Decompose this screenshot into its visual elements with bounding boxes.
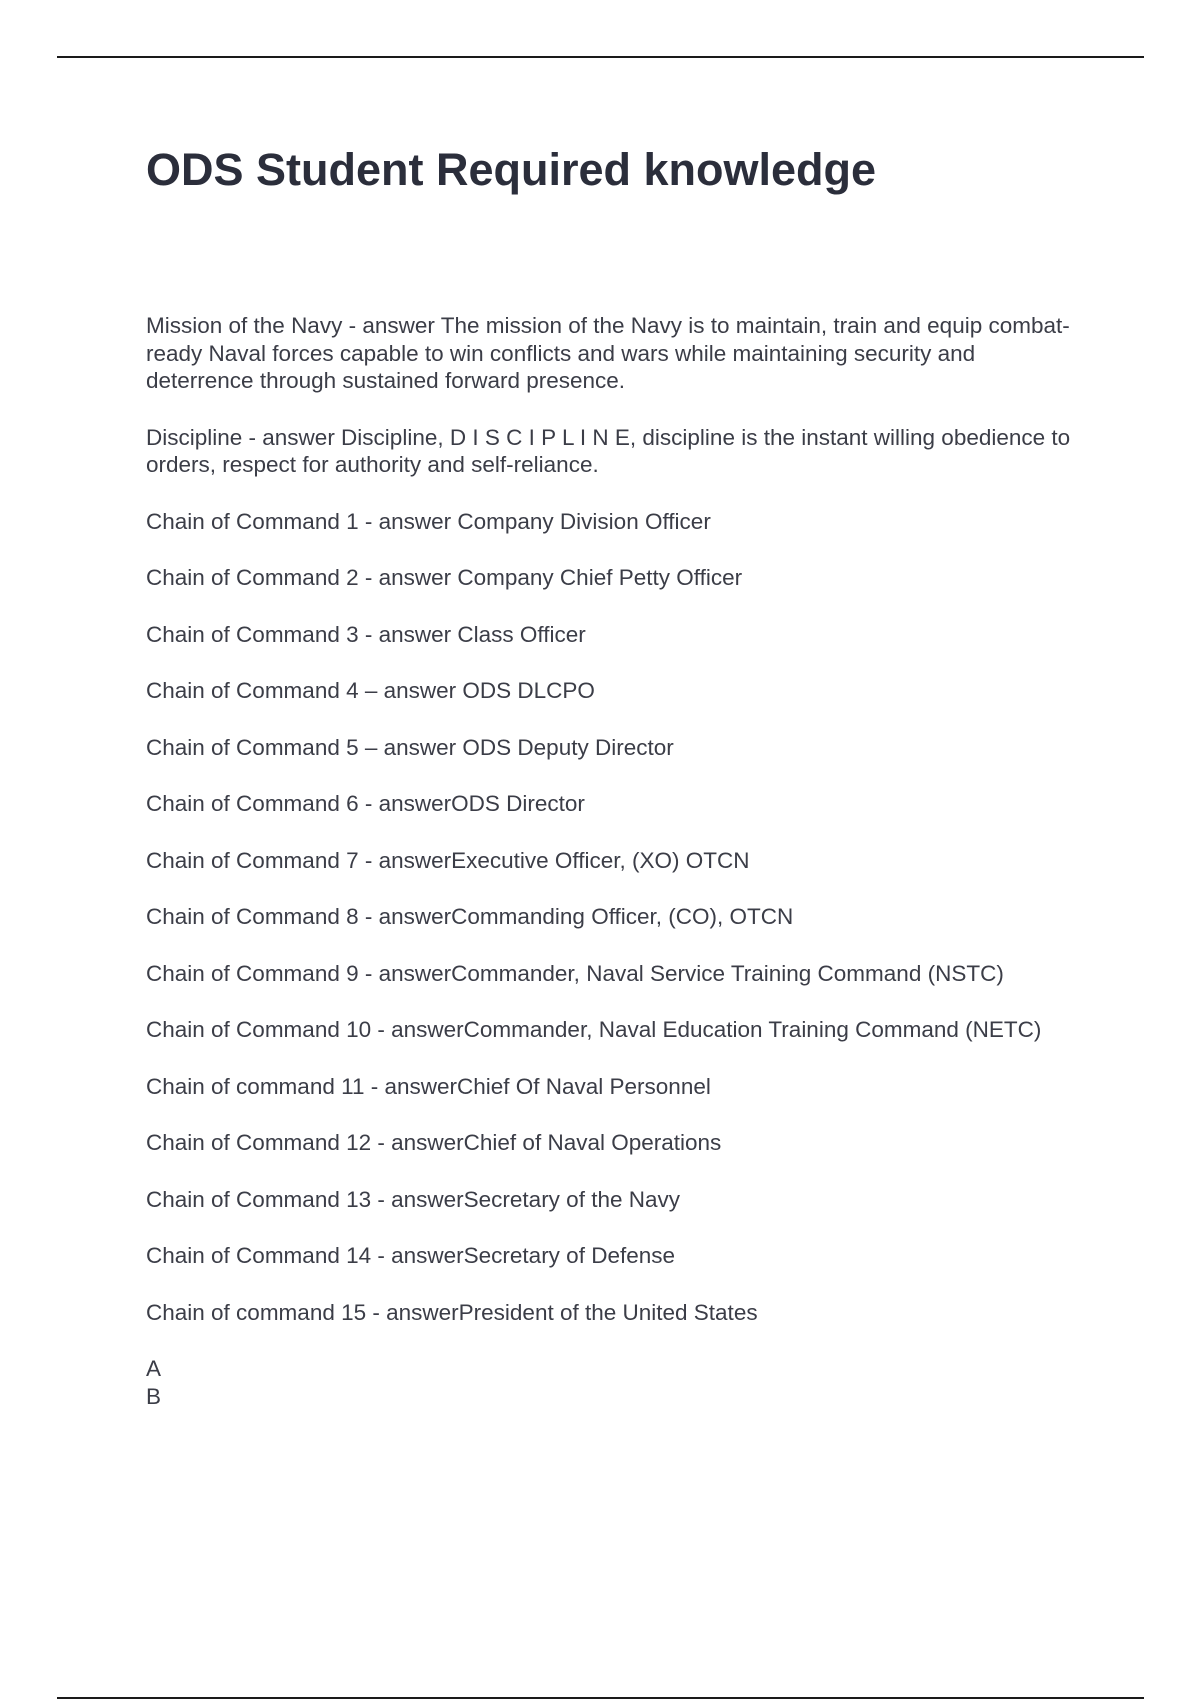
- paragraph-chain-14: Chain of Command 14 - answerSecretary of Defense: [146, 1243, 676, 1268]
- paragraph-mission: Mission of the Navy - answer The mission of the Navy is to maintain, train and equip combat-ready Naval forces capable to win conflicts and wars while maintaining security and deterrence through sustained forward presence.: [146, 313, 1070, 393]
- trailing-line-b: B: [146, 1383, 162, 1409]
- paragraph-chain-1: Chain of Command 1 - answer Company Division Officer: [146, 508, 711, 534]
- bottom-rule: [57, 1697, 1144, 1699]
- paragraph-chain-15: Chain of command 15 - answerPresident of the United States: [146, 1299, 758, 1325]
- paragraph-chain-11: Chain of command 11 - answerChief Of Naval Personnel: [146, 1073, 711, 1099]
- paragraph-discipline: Discipline - answer Discipline, D I S C I P L I N E, discipline is the instant willing obedience to orders, respect for authority and self-reliance.: [146, 424, 1071, 477]
- paragraph-chain-13: Chain of Command 13 - answerSecretary of the Navy: [146, 1186, 680, 1212]
- paragraph-chain-9: Chain of Command 9 - answerCommander, Naval Service Training Command (NSTC): [146, 960, 1004, 986]
- page-title: ODS Student Required knowledge: [146, 144, 877, 195]
- paragraph-chain-7: Chain of Command 7 - answerExecutive Officer, (XO) OTCN: [146, 847, 750, 873]
- paragraph-chain-3: Chain of Command 3 - answer Class Officer: [146, 621, 586, 647]
- paragraph-chain-4: Chain of Command 4 – answer ODS DLCPO: [146, 678, 595, 703]
- top-rule: [57, 56, 1144, 58]
- document-body: [146, 312, 1086, 1410]
- paragraph-chain-2: Chain of Command 2 - answer Company Chief Petty Officer: [146, 565, 743, 590]
- trailing-line-a: A: [146, 1356, 162, 1381]
- paragraph-chain-8: Chain of Command 8 - answerCommanding Officer, (CO), OTCN: [146, 904, 794, 929]
- paragraph-chain-12: Chain of Command 12 - answerChief of Naval Operations: [146, 1130, 722, 1155]
- paragraph-chain-6: Chain of Command 6 - answerODS Director: [146, 791, 585, 816]
- paragraph-chain-10: Chain of Command 10 - answerCommander, Naval Education Training Command (NETC): [146, 1017, 1042, 1042]
- paragraph-chain-5: Chain of Command 5 – answer ODS Deputy Director: [146, 734, 674, 760]
